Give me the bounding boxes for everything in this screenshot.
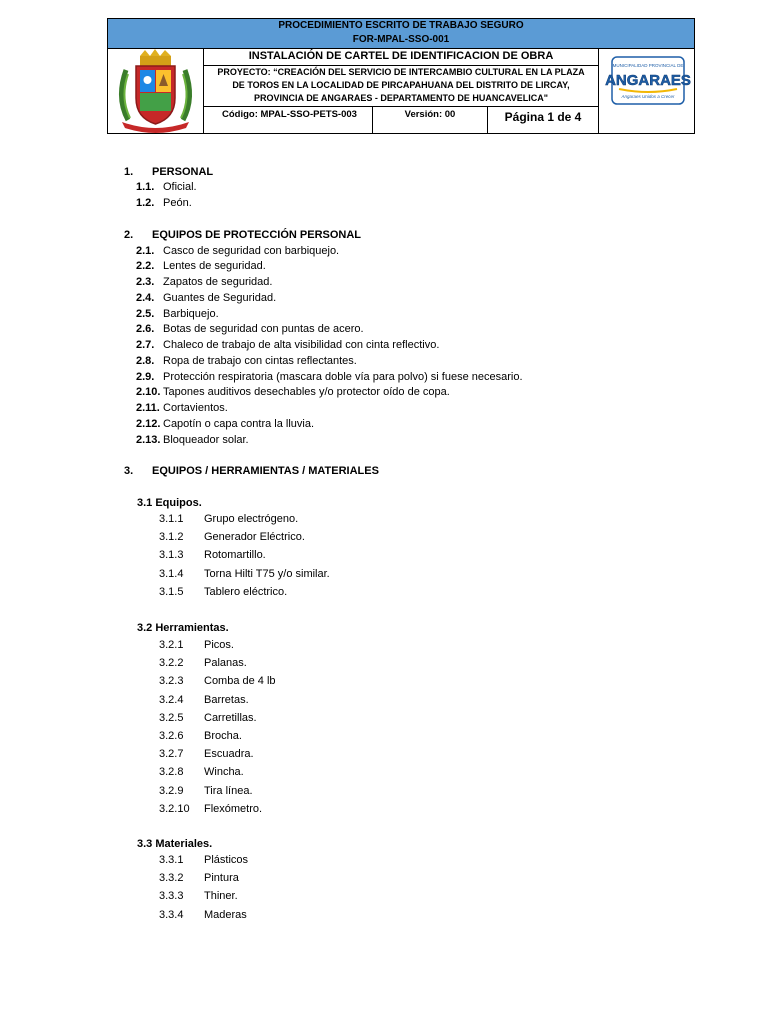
item-number: 3.2.3	[159, 675, 184, 688]
list-item: Brocha.	[204, 730, 242, 742]
item-number: 3.2.9	[159, 784, 184, 797]
item-number: 2.3.	[136, 276, 155, 288]
coat-of-arms-icon	[108, 48, 203, 133]
item-number: 3.2.2	[159, 657, 184, 670]
list-item: Rotomartillo.	[204, 549, 266, 562]
item-number: 3.1.1	[159, 513, 184, 525]
item-number: 3.3.4	[159, 908, 184, 921]
list-item: Palanas.	[204, 657, 247, 670]
list-item: Lentes de seguridad.	[163, 260, 266, 273]
section-title: EQUIPOS / HERRAMIENTAS / MATERIALES	[152, 465, 379, 477]
section-title: PERSONAL	[152, 166, 214, 178]
list-item: Zapatos de seguridad.	[163, 276, 273, 288]
list-item: Ropa de trabajo con cintas reflectantes.	[163, 354, 357, 367]
section-title: EQUIPOS DE PROTECCIÓN PERSONAL	[152, 229, 362, 241]
item-number: 2.2.	[136, 260, 155, 273]
item-number: 2.4.	[136, 291, 155, 304]
item-number: 3.3.2	[159, 872, 184, 885]
item-number: 3.2.10	[159, 802, 190, 815]
list-item: Tira línea.	[204, 784, 253, 797]
list-item: Peón.	[163, 197, 192, 209]
item-number: 2.10.	[136, 386, 161, 399]
project-line-3: PROVINCIA DE ANGARAES - DEPARTAMENTO DE HUANCAVELICA"	[254, 93, 548, 103]
section-number: 1.	[124, 166, 134, 178]
item-number: 3.2.8	[159, 766, 184, 779]
item-number: 3.2.1	[159, 639, 184, 651]
list-item: Botas de seguridad con puntas de acero.	[163, 323, 364, 336]
list-item: Guantes de Seguridad.	[163, 291, 277, 304]
list-item: Capotín o capa contra la lluvia.	[163, 417, 315, 430]
item-number: 2.7.	[136, 339, 155, 351]
list-item: Barbiquejo.	[163, 307, 219, 320]
list-item: Cortavientos.	[163, 402, 228, 414]
angaraes-logo-icon	[599, 48, 695, 133]
list-item: Picos.	[204, 639, 234, 651]
list-item: Comba de 4 lb	[204, 675, 276, 688]
item-number: 3.3.3	[159, 890, 184, 903]
svg-text:ANGARAES: ANGARAES	[605, 72, 691, 89]
item-number: 3.3.1	[159, 854, 184, 866]
item-number: 1.2.	[136, 197, 155, 209]
item-number: 2.9.	[136, 370, 155, 383]
list-item: Oficial.	[163, 181, 197, 193]
list-item: Barretas.	[204, 693, 249, 706]
item-number: 2.8.	[136, 354, 155, 367]
project-line-1: PROYECTO: “CREACIÓN DEL SERVICIO DE INTERCAMBIO CULTURAL EN LA PLAZA	[217, 67, 585, 77]
list-item: Thiner.	[204, 890, 238, 903]
item-number: 3.1.2	[159, 531, 184, 544]
document-title: INSTALACIÓN DE CARTEL DE IDENTIFICACION DE OBRA	[204, 48, 598, 66]
section-number: 2.	[124, 229, 134, 241]
project-description	[204, 66, 598, 107]
list-item: Tablero eléctrico.	[204, 585, 288, 598]
item-number: 3.2.7	[159, 748, 184, 761]
item-number: 2.12.	[136, 417, 161, 430]
subsection-title: 3.3 Materiales.	[137, 838, 213, 850]
item-number: 2.5.	[136, 307, 155, 320]
list-item: Torna Hilti T75 y/o similar.	[204, 567, 330, 580]
svg-text:Angaraes Unidos a Crecer: Angaraes Unidos a Crecer	[621, 94, 675, 99]
subsection-title: 3.2 Herramientas.	[137, 622, 229, 634]
item-number: 2.6.	[136, 323, 155, 336]
list-item: Plásticos	[204, 854, 249, 866]
list-item: Grupo electrógeno.	[204, 513, 299, 525]
list-item: Maderas	[204, 908, 247, 921]
procedure-title: PROCEDIMIENTO ESCRITO DE TRABAJO SEGURO	[278, 20, 524, 31]
list-item: Generador Eléctrico.	[204, 531, 305, 544]
section-number: 3.	[124, 465, 134, 477]
item-number: 3.2.4	[159, 693, 184, 706]
svg-text:MUNICIPALIDAD PROVINCIAL DE: MUNICIPALIDAD PROVINCIAL DE	[612, 63, 684, 68]
project-line-2: DE TOROS EN LA LOCALIDAD DE PIRCAPAHUANA DEL DISTRITO DE LIRCAY,	[232, 80, 570, 90]
item-number: 3.2.6	[159, 730, 184, 742]
item-number: 3.1.5	[159, 585, 184, 598]
item-number: 3.2.5	[159, 711, 184, 724]
item-number: 3.1.4	[159, 567, 184, 580]
subsection-title: 3.1 Equipos.	[137, 497, 202, 509]
document-header	[107, 18, 695, 134]
document-code: Código: MPAL-SSO-PETS-003	[204, 107, 373, 133]
list-item: Bloqueador solar.	[163, 433, 249, 446]
list-item: Tapones auditivos desechables y/o protector oído de copa.	[163, 386, 450, 399]
list-item: Flexómetro.	[204, 802, 263, 815]
list-item: Casco de seguridad con barbiquejo.	[163, 244, 340, 257]
list-item: Wincha.	[204, 766, 244, 779]
form-code: FOR-MPAL-SSO-001	[352, 34, 450, 45]
item-number: 1.1.	[136, 181, 155, 193]
page-number: Página 1 de 4	[504, 110, 582, 124]
item-number: 2.11.	[136, 402, 160, 414]
header-title-band	[108, 19, 694, 49]
list-item: Protección respiratoria (mascara doble vía para polvo) si fuese necesario.	[163, 370, 523, 383]
angaraes-logo	[598, 48, 695, 133]
document-version: Versión: 00	[373, 107, 488, 133]
list-item: Pintura	[204, 872, 239, 885]
item-number: 2.13.	[136, 433, 161, 446]
list-item: Escuadra.	[204, 748, 254, 761]
item-number: 2.1.	[136, 244, 155, 257]
list-item: Chaleco de trabajo de alta visibilidad con cinta reflectivo.	[163, 339, 440, 351]
coat-of-arms-logo	[108, 48, 204, 133]
list-item: Carretillas.	[204, 711, 257, 724]
item-number: 3.1.3	[159, 549, 184, 562]
